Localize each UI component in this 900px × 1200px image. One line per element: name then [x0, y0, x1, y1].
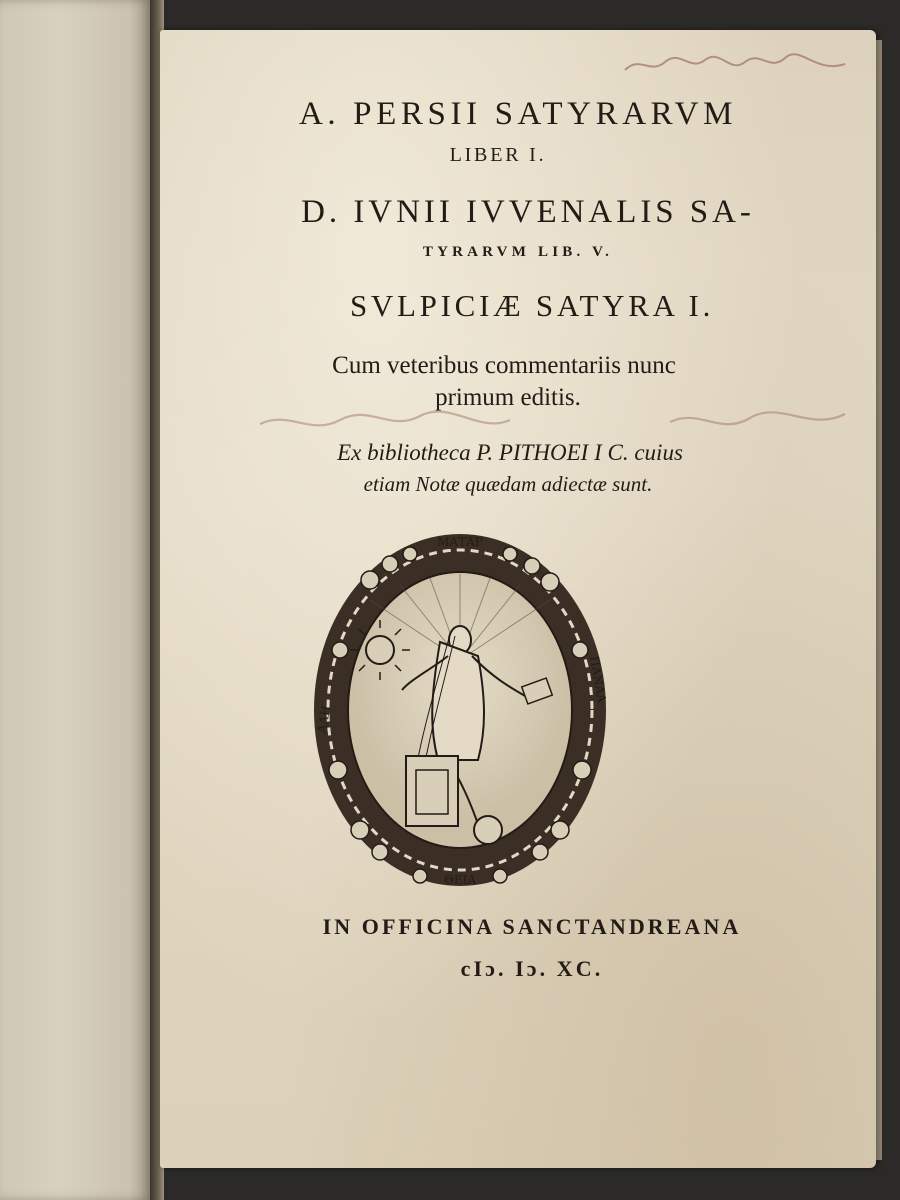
- title-line-juvenal-books: TYRARVM LIB. V.: [422, 244, 614, 260]
- subtitle-editis: primum editis.: [435, 384, 581, 411]
- title-line-juvenal: D. IVNII IVVENALIS SA-: [301, 194, 755, 230]
- imprint-officina: IN OFFICINA SANCTANDREANA: [322, 914, 742, 939]
- title-line-sulpicia: SVLPICIÆ SATYRA I.: [349, 288, 715, 323]
- printers-device-woodcut: [310, 530, 610, 890]
- provenance-line-2: etiam Notæ quædam adiectæ sunt.: [363, 472, 653, 496]
- flyleaf: [0, 0, 152, 1200]
- title-line-liber: LIBER I.: [449, 144, 547, 166]
- svg-text:ΘΕΙΑ: ΘΕΙΑ: [443, 873, 477, 887]
- svg-text:ΑΛΗ: ΑΛΗ: [314, 704, 334, 735]
- globe-icon: [474, 816, 502, 844]
- pedestal: [406, 756, 458, 826]
- svg-text:ΠΑΝΑΑ: ΠΑΝΑΑ: [586, 654, 609, 704]
- provenance-line-1: Ex bibliotheca P. PITHOEI I C. cuius: [337, 440, 683, 465]
- imprint-date: cIɔ. Iɔ. XC.: [460, 956, 604, 981]
- manuscript-inscription-top: [620, 50, 850, 80]
- title-page: [160, 30, 876, 1168]
- svg-text:ΜΑΤΑΡ: ΜΑΤΑΡ: [437, 535, 483, 549]
- title-line-persius: A. PERSII SATYRARVM: [298, 96, 738, 132]
- subtitle-commentaries: Cum veteribus commentariis nunc: [332, 352, 676, 379]
